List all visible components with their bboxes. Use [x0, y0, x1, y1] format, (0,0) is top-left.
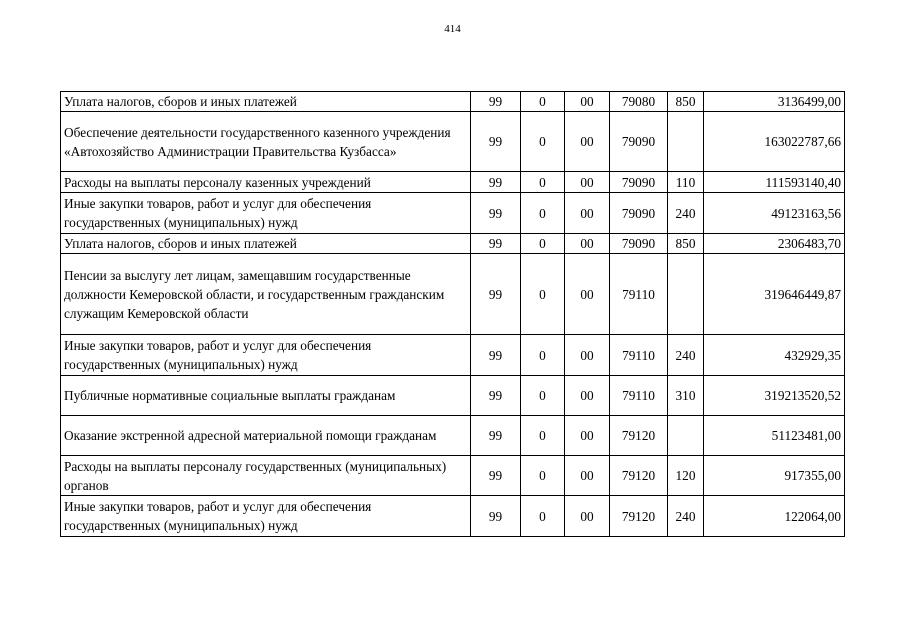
table-row	[61, 376, 845, 416]
row-section: 99	[471, 172, 521, 193]
row-code: 79090	[610, 172, 668, 193]
row-target-a: 0	[521, 335, 565, 376]
table-row	[61, 193, 845, 234]
row-expense-type: 850	[668, 234, 704, 254]
row-section: 99	[471, 416, 521, 456]
row-section: 99	[471, 92, 521, 112]
row-target-a: 0	[521, 416, 565, 456]
row-target-b: 00	[565, 376, 610, 416]
row-section: 99	[471, 496, 521, 537]
table-row	[61, 335, 845, 376]
row-target-a: 0	[521, 376, 565, 416]
table-row	[61, 254, 845, 335]
row-name: Расходы на выплаты персоналу казенных учреждений	[61, 172, 471, 193]
budget-table	[60, 91, 845, 537]
row-target-a: 0	[521, 172, 565, 193]
row-amount: 111593140,40	[704, 172, 845, 193]
row-name: Иные закупки товаров, работ и услуг для обеспечения государственных (муниципальных) нужд	[61, 335, 471, 376]
row-expense-type: 240	[668, 335, 704, 376]
row-target-b: 00	[565, 172, 610, 193]
row-target-b: 00	[565, 496, 610, 537]
row-code: 79080	[610, 92, 668, 112]
row-code: 79110	[610, 335, 668, 376]
table-row	[61, 234, 845, 254]
row-target-a: 0	[521, 254, 565, 335]
row-code: 79090	[610, 234, 668, 254]
row-name: Уплата налогов, сборов и иных платежей	[61, 234, 471, 254]
row-target-a: 0	[521, 496, 565, 537]
row-code: 79110	[610, 254, 668, 335]
row-name: Пенсии за выслугу лет лицам, замещавшим государственные должности Кемеровской области, и государственным гражданским служащим Кемеровской области	[61, 254, 471, 335]
row-expense-type: 240	[668, 496, 704, 537]
row-expense-type: 120	[668, 456, 704, 496]
row-code: 79090	[610, 193, 668, 234]
row-amount: 917355,00	[704, 456, 845, 496]
row-name: Уплата налогов, сборов и иных платежей	[61, 92, 471, 112]
row-target-a: 0	[521, 456, 565, 496]
row-expense-type: 310	[668, 376, 704, 416]
row-target-a: 0	[521, 112, 565, 172]
row-section: 99	[471, 376, 521, 416]
row-target-b: 00	[565, 193, 610, 234]
row-target-a: 0	[521, 193, 565, 234]
table-row	[61, 496, 845, 537]
row-section: 99	[471, 112, 521, 172]
table-body	[61, 92, 845, 537]
row-code: 79120	[610, 456, 668, 496]
row-section: 99	[471, 234, 521, 254]
row-name: Публичные нормативные социальные выплаты гражданам	[61, 376, 471, 416]
row-name: Иные закупки товаров, работ и услуг для обеспечения государственных (муниципальных) нужд	[61, 496, 471, 537]
table-row	[61, 92, 845, 112]
page-number: 414	[444, 23, 461, 35]
row-name: Расходы на выплаты персоналу государственных (муниципальных) органов	[61, 456, 471, 496]
row-section: 99	[471, 193, 521, 234]
row-target-a: 0	[521, 92, 565, 112]
row-expense-type	[668, 112, 704, 172]
row-target-b: 00	[565, 112, 610, 172]
row-expense-type: 110	[668, 172, 704, 193]
row-expense-type	[668, 416, 704, 456]
row-target-b: 00	[565, 254, 610, 335]
table-row	[61, 416, 845, 456]
table-row	[61, 112, 845, 172]
row-expense-type: 850	[668, 92, 704, 112]
row-amount: 3136499,00	[704, 92, 845, 112]
row-amount: 163022787,66	[704, 112, 845, 172]
row-name: Обеспечение деятельности государственного казенного учреждения «Автохозяйство Администрации Правительства Кузбасса»	[61, 112, 471, 172]
row-expense-type: 240	[668, 193, 704, 234]
table-row	[61, 456, 845, 496]
row-section: 99	[471, 456, 521, 496]
row-amount: 2306483,70	[704, 234, 845, 254]
row-amount: 319213520,52	[704, 376, 845, 416]
row-amount: 122064,00	[704, 496, 845, 537]
row-code: 79110	[610, 376, 668, 416]
table-row	[61, 172, 845, 193]
row-name: Оказание экстренной адресной материальной помощи гражданам	[61, 416, 471, 456]
row-code: 79120	[610, 416, 668, 456]
row-amount: 432929,35	[704, 335, 845, 376]
row-target-b: 00	[565, 335, 610, 376]
row-section: 99	[471, 335, 521, 376]
row-target-b: 00	[565, 416, 610, 456]
row-amount: 51123481,00	[704, 416, 845, 456]
row-name: Иные закупки товаров, работ и услуг для обеспечения государственных (муниципальных) нужд	[61, 193, 471, 234]
row-target-b: 00	[565, 92, 610, 112]
row-section: 99	[471, 254, 521, 335]
row-code: 79120	[610, 496, 668, 537]
row-code: 79090	[610, 112, 668, 172]
row-target-b: 00	[565, 456, 610, 496]
row-target-a: 0	[521, 234, 565, 254]
row-target-b: 00	[565, 234, 610, 254]
row-amount: 49123163,56	[704, 193, 845, 234]
row-expense-type	[668, 254, 704, 335]
row-amount: 319646449,87	[704, 254, 845, 335]
